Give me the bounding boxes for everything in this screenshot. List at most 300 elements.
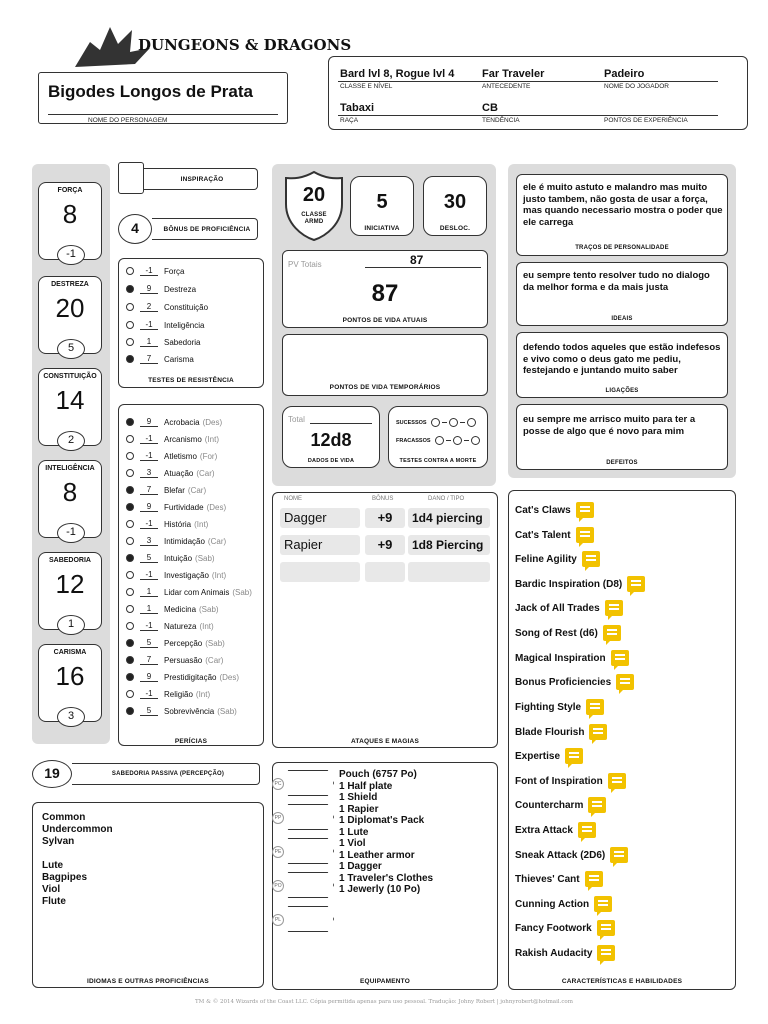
ability-wisdom <box>38 552 102 630</box>
armor-class[interactable]: 20 <box>302 184 326 206</box>
note-icon[interactable] <box>610 847 628 863</box>
alignment[interactable]: CB <box>482 102 498 114</box>
features-label: CARACTERÍSTICAS E HABILIDADES <box>561 978 683 985</box>
flaws-label: DEFEITOS <box>606 460 638 466</box>
ability-modifier[interactable]: 5 <box>57 339 85 359</box>
skill-ability: (Int) <box>194 519 209 529</box>
ability-modifier[interactable]: -1 <box>57 523 85 543</box>
language-line: Sylvan <box>42 836 75 847</box>
ability-name: SABEDORIA <box>48 557 91 564</box>
skill-ability: (Sab) <box>232 587 252 597</box>
prof-dot[interactable] <box>126 622 134 630</box>
prof-dot[interactable] <box>126 690 134 698</box>
feature-name: Countercharm <box>515 799 584 811</box>
death-fail-circle[interactable] <box>471 436 480 445</box>
skill-ability: (Car) <box>205 655 224 665</box>
skill-value[interactable]: -1 <box>140 570 158 580</box>
race-label: RAÇA <box>340 117 359 124</box>
character-name[interactable]: Bigodes Longos de Prata <box>48 82 253 101</box>
skill-row[interactable] <box>126 567 226 583</box>
logo-text: DUNGEONS & DRAGONS <box>138 36 352 54</box>
ability-constitution <box>38 368 102 446</box>
equipment-item: 1 Lute <box>339 826 369 838</box>
prof-dot[interactable] <box>126 673 134 681</box>
attack-bonus[interactable]: +9 <box>365 508 405 528</box>
death-fail-circle[interactable] <box>435 436 444 445</box>
skill-row[interactable] <box>126 533 226 549</box>
prof-dot[interactable] <box>126 285 134 293</box>
skills-label: PERÍCIAS <box>174 738 208 745</box>
note-icon[interactable] <box>605 600 623 616</box>
skill-value[interactable]: 3 <box>140 536 158 546</box>
feature-item[interactable] <box>515 600 623 616</box>
prof-dot[interactable] <box>126 486 134 494</box>
ability-score[interactable]: 14 <box>55 385 85 415</box>
skill-ability: (Sab) <box>195 553 215 563</box>
bonds-label: LIGAÇÕES <box>605 388 639 394</box>
header-line-2 <box>338 115 718 116</box>
save-name: Inteligência <box>164 320 205 330</box>
ability-score[interactable]: 12 <box>55 569 85 599</box>
coin-label-pe: PE <box>272 846 284 858</box>
prof-dot[interactable] <box>126 303 134 311</box>
skill-value[interactable]: 1 <box>140 604 158 614</box>
skill-ability: (Sab) <box>217 706 237 716</box>
equipment-item: 1 Half plate <box>339 780 393 792</box>
feature-item[interactable] <box>515 920 615 936</box>
ability-intelligence <box>38 460 102 538</box>
ability-score[interactable]: 16 <box>55 661 85 691</box>
attack-damage[interactable]: 1d4 piercing <box>408 508 490 528</box>
feature-name: Cunning Action <box>515 898 590 910</box>
skill-name: Furtividade <box>164 502 204 512</box>
passive-perception-label: SABEDORIA PASSIVA (PERCEPÇÃO) <box>111 771 225 777</box>
skill-value[interactable]: -1 <box>140 434 158 444</box>
hp-current[interactable]: 87 <box>371 280 399 307</box>
skill-row[interactable] <box>126 618 214 634</box>
feature-name: Extra Attack <box>515 824 573 836</box>
equipment-item: 1 Dagger <box>339 861 382 872</box>
prof-dot[interactable] <box>126 418 134 426</box>
inspiration-box[interactable] <box>118 162 144 194</box>
coin-label-po: PO <box>272 880 284 892</box>
proficiency-bonus[interactable]: 4 <box>118 214 152 244</box>
coin-box-pp[interactable] <box>282 804 334 830</box>
character-name-line <box>48 114 278 115</box>
coin-label-pc: PC <box>272 778 284 790</box>
attacks-label: ATAQUES E MAGIAS <box>351 738 419 745</box>
language-line: Viol <box>42 884 61 895</box>
attacks-panel <box>272 492 498 748</box>
save-name: Destreza <box>164 284 197 294</box>
feature-item[interactable] <box>515 797 606 813</box>
skill-name: Atletismo <box>164 451 197 461</box>
skill-value[interactable]: 5 <box>140 553 158 563</box>
ideals[interactable]: eu sempre tento resolver tudo no dialogo da melhor forma e da mais justa <box>523 270 710 293</box>
save-row[interactable] <box>126 263 184 279</box>
equipment-item: 1 Viol <box>339 838 366 849</box>
feature-item[interactable] <box>515 576 645 592</box>
coin-box-pl[interactable] <box>282 906 334 932</box>
skill-ability: (Car) <box>207 536 227 546</box>
skill-ability: (Car) <box>187 485 207 495</box>
feature-name: Blade Flourish <box>515 726 585 738</box>
skill-value[interactable]: 5 <box>140 638 158 648</box>
death-success-circle[interactable] <box>449 418 458 427</box>
save-row[interactable] <box>126 317 204 333</box>
feature-item[interactable] <box>515 748 583 764</box>
skill-row[interactable] <box>126 465 215 481</box>
feature-name: Magical Inspiration <box>515 652 606 664</box>
attack-empty-cell[interactable] <box>408 562 490 582</box>
note-icon[interactable] <box>611 650 629 666</box>
skill-row[interactable] <box>126 669 239 685</box>
prof-dot[interactable] <box>126 355 134 363</box>
hp-temp-label: PONTOS DE VIDA TEMPORÁRIOS <box>329 384 441 391</box>
skill-name: Intimidação <box>164 536 205 546</box>
player-name[interactable]: Padeiro <box>604 68 645 80</box>
note-icon[interactable] <box>578 822 596 838</box>
equipment-label: EQUIPAMENTO <box>360 978 410 985</box>
language-line: Lute <box>42 860 64 871</box>
attack-name[interactable]: Rapier <box>280 535 360 555</box>
character-name-label: NOME DO PERSONAGEM <box>88 117 168 124</box>
feature-name: Bonus Proficiencies <box>515 676 612 688</box>
ability-name: INTELIGÊNCIA <box>45 465 95 472</box>
hp-max-label: PV Totais <box>288 260 322 269</box>
note-icon[interactable] <box>565 748 583 764</box>
language-line <box>42 848 113 860</box>
equipment-item: 1 Traveler's Clothes <box>339 872 434 884</box>
initiative[interactable]: 5 <box>376 191 388 213</box>
ability-name: CARISMA <box>53 649 87 656</box>
feature-name: Font of Inspiration <box>515 775 603 787</box>
skill-value[interactable]: -1 <box>140 621 158 631</box>
language-line: Common <box>42 812 86 823</box>
skill-ability: (For) <box>199 451 218 461</box>
skill-value[interactable]: 9 <box>140 417 158 427</box>
equipment-item: 1 Shield <box>339 792 378 803</box>
feature-item[interactable] <box>515 871 603 887</box>
xp-label: PONTOS DE EXPERIÊNCIA <box>604 117 688 124</box>
logo <box>60 22 352 72</box>
feature-item[interactable] <box>515 945 615 961</box>
note-icon[interactable] <box>576 502 594 518</box>
skill-value[interactable]: 5 <box>140 706 158 716</box>
death-connector <box>442 422 447 424</box>
skill-value[interactable]: 7 <box>140 485 158 495</box>
skill-ability: (Int) <box>211 570 227 580</box>
feature-item[interactable] <box>515 527 594 543</box>
hit-dice-label: DADOS DE VIDA <box>307 458 355 464</box>
feature-name: Jack of All Trades <box>515 602 600 614</box>
coin-box-po[interactable] <box>282 872 334 898</box>
language-line: Bagpipes <box>42 872 88 883</box>
class-level[interactable]: Bard lvl 8, Rogue lvl 4 <box>340 68 455 80</box>
note-icon[interactable] <box>608 773 626 789</box>
prof-dot[interactable] <box>126 321 134 329</box>
save-name: Força <box>164 266 185 276</box>
feature-item[interactable] <box>515 773 626 789</box>
death-success-circle[interactable] <box>467 418 476 427</box>
hit-dice-total-label: Total <box>288 415 305 424</box>
feature-name: Fighting Style <box>515 701 582 713</box>
skill-row[interactable] <box>126 703 237 719</box>
feature-name: Sneak Attack (2D6) <box>515 849 606 861</box>
prof-dot[interactable] <box>126 503 134 511</box>
skill-name: História <box>164 519 192 529</box>
footer-copyright: TM & © 2014 Wizards of the Coast LLC. Cópia permitida apenas para uso pessoal. Tradução: Johny Robert | johnyrobert@hotmail.com <box>195 999 573 1005</box>
prof-dot[interactable] <box>126 656 134 664</box>
coin-box-pc[interactable] <box>282 770 334 796</box>
skill-name: Sobrevivência <box>164 706 215 716</box>
skill-name: Lidar com Animais <box>164 587 230 597</box>
skill-name: Medicina <box>164 604 197 614</box>
feature-name: Cat's Talent <box>515 529 571 541</box>
feature-item[interactable] <box>515 699 604 715</box>
coin-label-pp: PP <box>272 812 284 824</box>
prof-dot[interactable] <box>126 605 134 613</box>
note-icon[interactable] <box>627 576 645 592</box>
inspiration-label: INSPIRAÇÃO <box>180 176 224 183</box>
save-row[interactable] <box>126 334 200 350</box>
death-success-circle[interactable] <box>431 418 440 427</box>
prof-dot[interactable] <box>126 338 134 346</box>
skill-ability: (Car) <box>196 468 215 478</box>
attack-empty-cell[interactable] <box>280 562 360 582</box>
bonds[interactable]: defendo todos aqueles que estão indefesos e vivo como o deus gato me pediu, festejando e juntando muito saber <box>523 342 721 376</box>
feature-item[interactable] <box>515 896 612 912</box>
ability-modifier[interactable]: 2 <box>57 431 85 451</box>
feature-item[interactable] <box>515 822 596 838</box>
feature-item[interactable] <box>515 551 600 567</box>
death-success-label: SUCESSOS <box>396 419 427 426</box>
save-name: Sabedoria <box>164 337 201 347</box>
equipment-item: 1 Jewerly (10 Po) <box>339 884 421 895</box>
speed[interactable]: 30 <box>443 191 467 213</box>
equipment-item: 1 Diplomat's Pack <box>339 815 425 826</box>
prof-dot[interactable] <box>126 639 134 647</box>
attack-empty-cell[interactable] <box>365 562 405 582</box>
death-saves-label: TESTES CONTRA A MORTE <box>399 458 477 464</box>
class-level-label: CLASSE E NÍVEL <box>340 83 393 90</box>
skill-name: Investigação <box>164 570 209 580</box>
skill-row[interactable] <box>126 414 222 430</box>
feature-name: Bardic Inspiration (D8) <box>515 578 623 590</box>
note-icon[interactable] <box>616 674 634 690</box>
skill-name: Arcanismo <box>164 434 202 444</box>
skill-ability: (Sab) <box>199 604 219 614</box>
ability-name: CONSTITUIÇÃO <box>43 373 97 380</box>
ability-name: FORÇA <box>57 187 83 194</box>
feature-name: Cat's Claws <box>515 504 571 516</box>
skill-value[interactable]: 1 <box>140 587 158 597</box>
ability-name: DESTREZA <box>51 281 89 288</box>
proficiency-label: BÔNUS DE PROFICIÊNCIA <box>163 226 251 233</box>
ability-score[interactable]: 8 <box>62 199 78 229</box>
ability-modifier[interactable]: 1 <box>57 615 85 635</box>
save-row[interactable] <box>126 281 196 297</box>
ability-score[interactable]: 8 <box>62 477 78 507</box>
skill-row[interactable] <box>126 652 223 668</box>
ability-charisma <box>38 644 102 722</box>
skill-row[interactable] <box>126 601 219 617</box>
save-value[interactable]: -1 <box>140 266 158 276</box>
note-icon[interactable] <box>597 945 615 961</box>
skill-row[interactable] <box>126 448 217 464</box>
death-fail-label: FRACASSOS <box>396 437 431 444</box>
skill-name: Blefar <box>164 485 185 495</box>
feature-name: Expertise <box>515 750 561 762</box>
skill-name: Prestidigitação <box>164 672 217 682</box>
initiative-label: INICIATIVA <box>364 225 400 232</box>
traits-label: TRAÇOS DE PERSONALIDADE <box>575 245 669 251</box>
skill-value[interactable]: 9 <box>140 672 158 682</box>
prof-dot[interactable] <box>126 707 134 715</box>
death-success-row[interactable] <box>396 418 476 427</box>
languages-text[interactable] <box>42 812 113 908</box>
passive-perception-value[interactable]: 19 <box>32 760 72 788</box>
skill-row[interactable] <box>126 482 206 498</box>
skill-ability: (Des) <box>202 417 223 427</box>
skill-row[interactable] <box>126 686 210 702</box>
skill-value[interactable]: 9 <box>140 502 158 512</box>
race[interactable]: Tabaxi <box>340 102 375 114</box>
note-icon[interactable] <box>588 797 606 813</box>
save-value[interactable]: 9 <box>140 284 158 294</box>
skill-value[interactable]: -1 <box>140 689 158 699</box>
feature-item[interactable] <box>515 650 629 666</box>
feature-item[interactable] <box>515 502 594 518</box>
save-row[interactable] <box>126 351 194 367</box>
death-connector <box>464 440 469 442</box>
hit-dice-total-line <box>310 423 372 424</box>
skill-name: Persuasão <box>164 655 203 665</box>
background[interactable]: Far Traveler <box>482 68 545 80</box>
feature-item[interactable] <box>515 724 607 740</box>
prof-dot[interactable] <box>126 520 134 528</box>
prof-dot[interactable] <box>126 588 134 596</box>
feature-name: Song of Rest (d6) <box>515 627 598 639</box>
feature-item[interactable] <box>515 674 634 690</box>
prof-dot[interactable] <box>126 537 134 545</box>
attack-damage[interactable]: 1d8 Piercing <box>408 535 490 555</box>
prof-dot[interactable] <box>126 435 134 443</box>
skill-name: Religião <box>164 689 193 699</box>
note-icon[interactable] <box>586 699 604 715</box>
death-fail-row[interactable] <box>396 436 480 445</box>
skill-ability: (Int) <box>204 434 220 444</box>
note-icon[interactable] <box>597 920 615 936</box>
header-line-1 <box>338 81 718 82</box>
language-line: Undercommon <box>42 824 113 835</box>
note-icon[interactable] <box>589 724 607 740</box>
player-name-label: NOME DO JOGADOR <box>604 83 670 90</box>
feature-item[interactable] <box>515 847 628 863</box>
flaws[interactable]: eu sempre me arrisco muito para ter a posse de algo que é novo para mim <box>523 414 696 437</box>
save-row[interactable] <box>126 299 208 315</box>
skill-ability: (Des) <box>219 672 240 682</box>
skill-row[interactable] <box>126 550 215 566</box>
skill-value[interactable]: 3 <box>140 468 158 478</box>
save-name: Carisma <box>164 354 194 364</box>
prof-dot[interactable] <box>126 469 134 477</box>
skill-name: Intuição <box>164 553 193 563</box>
hit-dice[interactable]: 12d8 <box>310 430 352 450</box>
death-connector <box>460 422 465 424</box>
feature-name: Rakish Audacity <box>515 947 593 959</box>
equipment-item: 1 Leather armor <box>339 849 415 861</box>
save-value[interactable]: 2 <box>140 302 158 312</box>
note-icon[interactable] <box>585 871 603 887</box>
equipment-list[interactable] <box>339 769 433 896</box>
hp-max[interactable]: 87 <box>410 253 424 267</box>
alignment-label: TENDÊNCIA <box>482 117 520 124</box>
save-value[interactable]: 1 <box>140 337 158 347</box>
feature-name: Feline Agility <box>515 553 577 565</box>
skill-value[interactable]: -1 <box>140 451 158 461</box>
skill-ability: (Int) <box>199 621 214 631</box>
feature-name: Thieves' Cant <box>515 873 580 885</box>
coin-label-pl: PL <box>272 914 284 926</box>
speed-label: DESLOC. <box>439 225 471 232</box>
prof-dot[interactable] <box>126 554 134 562</box>
skill-ability: (Int) <box>195 689 211 699</box>
feature-item[interactable] <box>515 625 621 641</box>
note-icon[interactable] <box>576 527 594 543</box>
languages-label: IDIOMAS E OUTRAS PROFICIÊNCIAS <box>87 978 209 985</box>
saving-throws-label: TESTES DE RESISTÊNCIA <box>148 377 234 384</box>
background-label: ANTECEDENTE <box>482 83 531 90</box>
save-value[interactable]: -1 <box>140 320 158 330</box>
note-icon[interactable] <box>582 551 600 567</box>
personality-traits[interactable]: ele é muito astuto e malandro mas muito justo tambem, não gosta de usar a força, mas quando necessario mostra o poder que ele carrega <box>523 182 723 228</box>
skill-row[interactable] <box>126 584 252 600</box>
attack-col-name: NOME <box>284 496 302 502</box>
prof-dot[interactable] <box>126 452 134 460</box>
note-icon[interactable] <box>603 625 621 641</box>
skill-row[interactable] <box>126 499 226 515</box>
language-line: Flute <box>42 896 66 907</box>
prof-dot[interactable] <box>126 267 134 275</box>
skill-row[interactable] <box>126 635 225 651</box>
attack-bonus[interactable]: +9 <box>365 535 405 555</box>
coin-box-pe[interactable] <box>282 838 334 864</box>
equipment-item: 1 Rapier <box>339 803 379 815</box>
attack-name[interactable]: Dagger <box>280 508 360 528</box>
hp-max-line <box>365 267 481 268</box>
save-name: Constituição <box>164 302 209 312</box>
ability-modifier[interactable]: -1 <box>57 245 85 265</box>
hp-current-label: PONTOS DE VIDA ATUAIS <box>342 317 428 324</box>
ability-modifier[interactable]: 3 <box>57 707 85 727</box>
skill-value[interactable]: -1 <box>140 519 158 529</box>
skill-row[interactable] <box>126 516 208 532</box>
attack-col-bonus: BÔNUS <box>372 496 394 502</box>
armor-class-label: CLASSE ARMD <box>301 212 327 225</box>
note-icon[interactable] <box>594 896 612 912</box>
skill-ability: (Sab) <box>205 638 225 648</box>
prof-dot[interactable] <box>126 571 134 579</box>
attack-col-damage: DANO / TIPO <box>428 496 465 502</box>
death-fail-circle[interactable] <box>453 436 462 445</box>
save-value[interactable]: 7 <box>140 354 158 364</box>
skill-value[interactable]: 7 <box>140 655 158 665</box>
ability-score[interactable]: 20 <box>55 293 85 323</box>
equipment-item: Pouch (6757 Po) <box>339 769 417 780</box>
skill-row[interactable] <box>126 431 219 447</box>
death-connector <box>446 440 451 442</box>
